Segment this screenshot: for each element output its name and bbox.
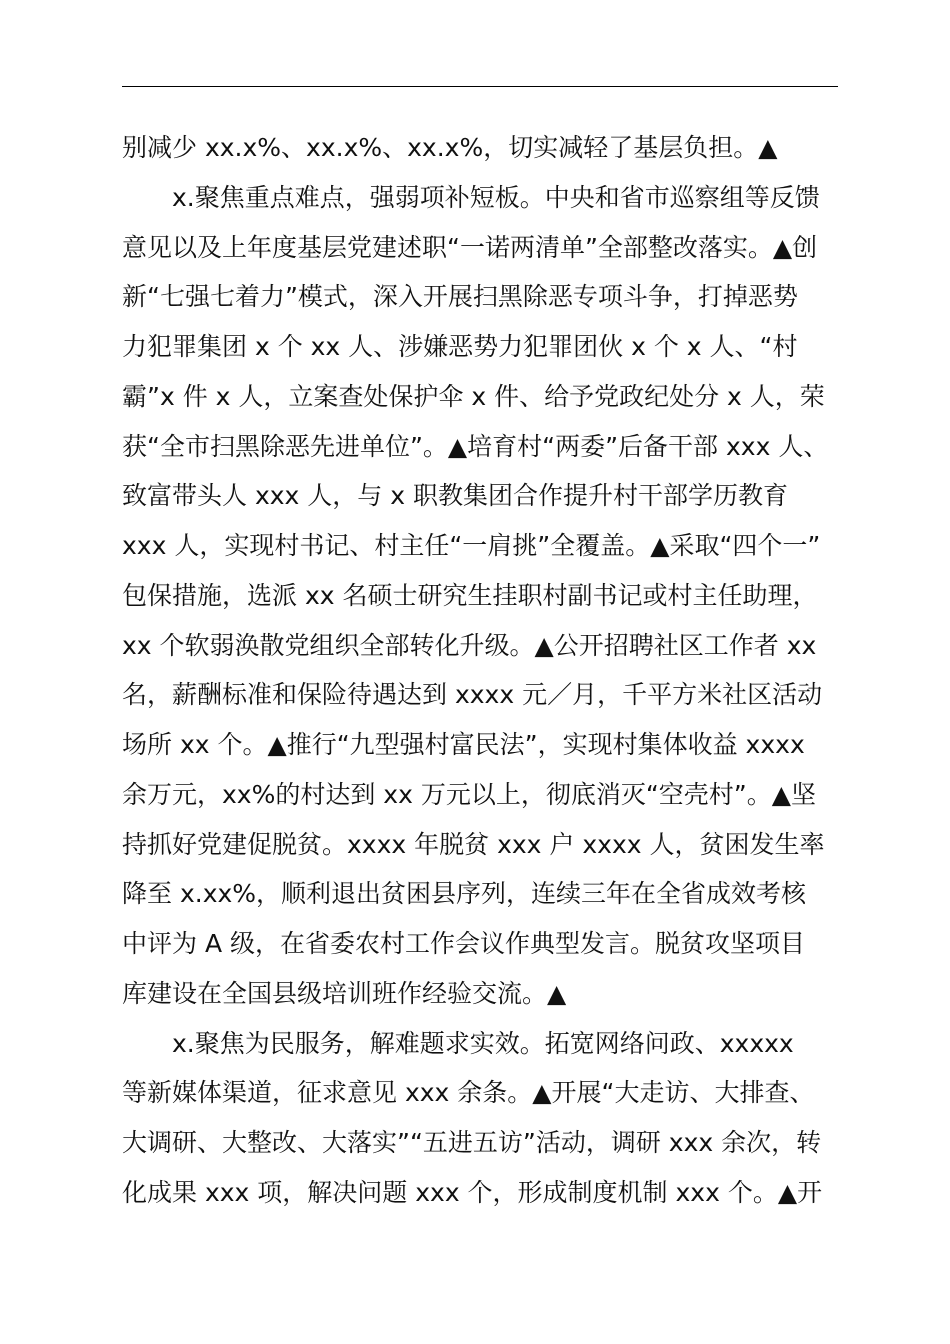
text-line: 降至 x.xx%，顺利退出贫困县序列，连续三年在全省成效考核 [122,879,807,909]
text-line: 致富带头人 xxx 人，与 x 职教集团合作提升村干部学历教育 [122,481,788,511]
text-line: 持抓好党建促脱贫。xxxx 年脱贫 xxx 户 xxxx 人，贫困发生率 [122,829,825,859]
header-rule [122,86,838,87]
text-line: 意见以及上年度基层党建述职“一诺两清单”全部整改落实。▲创 [122,232,818,262]
text-line: 名，薪酬标准和保险待遇达到 xxxx 元／月，千平方米社区活动 [122,680,823,710]
paragraph-first-line: x.聚焦重点难点，强弱项补短板。中央和省市巡察组等反馈 [172,182,820,212]
text-line: 新“七强七着力”模式，深入开展扫黑除恶专项斗争，打掉恶势 [122,282,798,312]
text-line: 场所 xx 个。▲推行“九型强村富民法”，实现村集体收益 xxxx [122,730,805,759]
text-line: 力犯罪集团 x 个 xx 人、涉嫌恶势力犯罪团伙 x 个 x 人、“村 [122,332,798,361]
text-line: 等新媒体渠道，征求意见 xxx 余条。▲开展“大走访、大排查、 [122,1078,815,1108]
text-line: 包保措施，选派 xx 名硕士研究生挂职村副书记或村主任助理， [122,580,818,610]
paragraph-first-line: x.聚焦为民服务，解难题求实效。拓宽网络问政、xxxxx [172,1028,794,1058]
document-body [122,123,838,1218]
text-line: xxx 人，实现村书记、村主任“一肩挑”全覆盖。▲采取“四个一” [122,531,821,560]
text-line: 库建设在全国县级培训班作经验交流。▲ [122,978,567,1008]
text-line: 获“全市扫黑除恶先进单位”。▲培育村“两委”后备干部 xxx 人、 [122,431,829,461]
text-line: 大调研、大整改、大落实”“五进五访”活动，调研 xxx 余次，转 [122,1128,822,1157]
text-line: 化成果 xxx 项，解决问题 xxx 个，形成制度机制 xxx 个。▲开 [122,1177,823,1207]
text-line: 霸”x 件 x 人，立案查处保护伞 x 件、给予党政纪处分 x 人，荣 [122,381,825,411]
text-line: 别减少 xx.x%、xx.x%、xx.x%，切实减轻了基层负担。▲ [122,133,778,162]
text-line: 中评为 A 级，在省委农村工作会议作典型发言。脱贫攻坚项目 [122,929,805,958]
text-line: 余万元，xx%的村达到 xx 万元以上，彻底消灭“空壳村”。▲坚 [122,779,816,809]
text-line: xx 个软弱涣散党组织全部转化升级。▲公开招聘社区工作者 xx [122,630,817,660]
